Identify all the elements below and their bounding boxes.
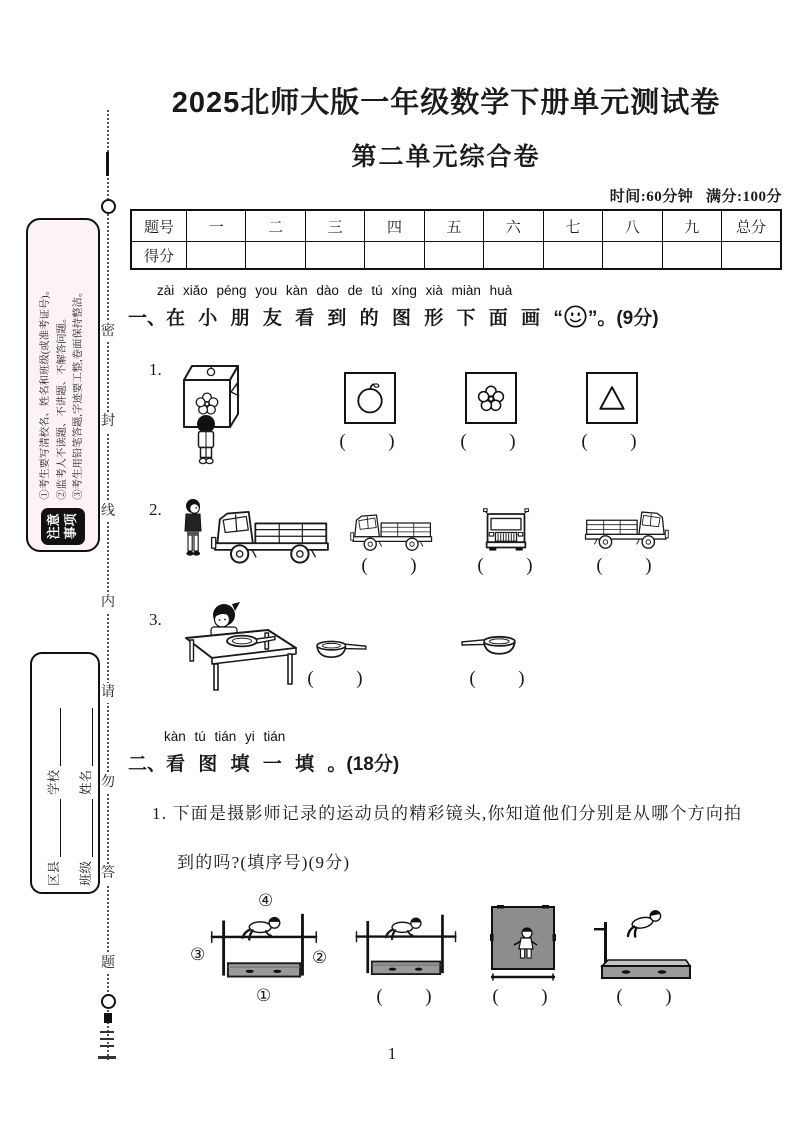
q1-pinyin: zài xiǎo péng you kàn dào de tú xíng xià miàn huà [157,283,513,298]
q2-stem-text: 二、看 图 填 一 填 。(18分) [128,754,400,775]
q1-stem-prefix: 一、在 小 朋 友 看 到 的 图 形 下 面 画 “ [128,308,563,329]
answer-blank[interactable]: ( ) [616,986,674,1007]
gymnast-figure [624,910,664,938]
page-title: 2025北师大版一年级数学下册单元测试卷 [171,87,721,119]
q1-stem-suffix: ”。(9分) [587,308,659,329]
score-table-cell: 七 [543,210,602,242]
q1-item2-number: 2. [149,500,162,519]
truck-side-left-icon [349,508,435,554]
answer-blank[interactable]: ( ) [361,555,419,576]
q2-sub1-line2: 到的吗?(填序号)(9分) [177,853,351,872]
score-input-cell[interactable] [721,242,781,270]
score-table-cell: 二 [246,210,305,242]
answer-box-apple [344,372,396,424]
score-table-cell: 五 [424,210,483,242]
score-input-cell[interactable] [305,242,364,270]
seal-hatch-mark [98,1056,116,1059]
score-input-cell[interactable] [365,242,424,270]
field-label-class: 班级 [78,860,93,886]
seal-char: 封 [100,412,116,432]
direction-label-top: ④ [258,891,274,911]
field-line-name[interactable] [78,708,93,766]
child-figure [198,416,215,464]
score-table-cell: 九 [662,210,721,242]
pan-handle-left-icon [460,633,520,658]
mat-top-view [490,905,556,985]
seal-dotted-line [107,110,109,1060]
seal-tick-mark [106,152,109,176]
seal-char: 勿 [100,773,116,793]
field-label-district: 区县 [46,860,61,886]
seal-circle-top-icon [101,199,116,214]
seal-char: 题 [100,954,116,974]
score-input-cell[interactable] [603,242,662,270]
notice-item-1: ①考生要写清校名、姓名和班级(或准考证号)。 [39,284,51,500]
notice-items [38,285,89,500]
truck-front-icon [483,507,529,551]
notice-label: 注意事项 [41,508,85,545]
answer-blank[interactable]: ( ) [376,986,434,1007]
q2-sub1-line1: 1. 下面是摄影师记录的运动员的精彩镜头,你知道他们分别是从哪个方向拍 [152,804,743,823]
seal-char: 请 [100,683,116,703]
page-subtitle: 第二单元综合卷 [351,143,541,171]
exam-notice-box [26,218,100,552]
answer-box-flower [465,372,517,424]
q1-item1-number: 1. [149,360,162,379]
score-table-cell: 四 [365,210,424,242]
score-input-cell[interactable] [484,242,543,270]
time-score-info: 时间:60分钟 满分:100分 [609,189,782,205]
seal-hatch-mark [100,1031,114,1033]
highjump-back-view [594,908,694,986]
direction-label-bottom: ① [256,986,272,1006]
truck-large-side-left-illustration [209,502,333,568]
seal-char: 线 [100,502,116,522]
answer-blank[interactable]: ( ) [477,555,535,576]
apple-icon [352,380,388,416]
q1-stem [128,303,659,330]
answer-blank[interactable]: ( ) [596,555,654,576]
q2-pinyin: kàn tú tián yi tián [164,729,286,744]
score-table-header-row [131,210,781,242]
seal-hatch-mark [100,1038,114,1040]
notice-item-3: ③考生用铅笔答题,字迹要工整,卷面保持整洁。 [73,286,85,500]
q1-item3-number: 3. [149,610,162,629]
answer-blank[interactable]: ( ) [339,431,397,452]
score-table-cell: 六 [484,210,543,242]
pan-handle-right-icon [312,638,368,661]
score-table [130,209,782,270]
boy-figure [181,498,205,560]
field-line-school[interactable] [46,708,61,766]
score-input-cell[interactable] [246,242,305,270]
answer-blank[interactable]: ( ) [581,431,639,452]
field-label-school: 学校 [46,769,61,795]
score-table-cell: 总分 [721,210,781,242]
direction-label-right: ② [312,948,328,968]
field-line-class[interactable] [78,799,93,857]
seal-char: 答 [100,864,116,884]
score-input-cell[interactable] [662,242,721,270]
field-line-district[interactable] [46,799,61,857]
answer-blank[interactable]: ( ) [492,986,550,1007]
score-table-score-row [131,242,781,270]
truck-side-right-icon [582,505,670,552]
q2-stem [128,749,399,776]
smiley-icon [563,304,588,329]
seal-square-mark [104,1013,112,1023]
highjump-main-illustration [207,911,321,987]
score-table-cell: 八 [603,210,662,242]
seal-circle-bottom-icon [101,994,116,1009]
field-label-name: 姓名 [78,769,93,795]
answer-box-triangle [586,372,638,424]
answer-blank[interactable]: ( ) [469,668,527,689]
score-input-cell[interactable] [424,242,483,270]
triangle-icon [594,380,630,416]
score-table-cell: 一 [187,210,246,242]
answer-blank[interactable]: ( ) [460,431,518,452]
girl-figure [211,602,240,636]
girl-at-table-illustration [172,600,302,700]
seal-hatch-mark [100,1045,114,1047]
cube-with-child-illustration [180,362,242,472]
flower-icon [473,380,509,416]
seal-char: 内 [100,593,116,613]
direction-label-left: ③ [190,945,206,965]
score-table-cell: 三 [305,210,364,242]
page-number: 1 [387,1044,397,1063]
student-info-box [30,652,100,894]
answer-blank[interactable]: ( ) [307,668,365,689]
highjump-front-view [352,912,460,984]
notice-item-2: ②监考人不读题、不讲题、不解答问题。 [56,312,68,500]
score-label-cell: 得分 [131,242,187,270]
score-table-cell: 题号 [131,210,187,242]
score-input-cell[interactable] [187,242,246,270]
score-input-cell[interactable] [543,242,602,270]
seal-char: 密 [100,322,116,342]
